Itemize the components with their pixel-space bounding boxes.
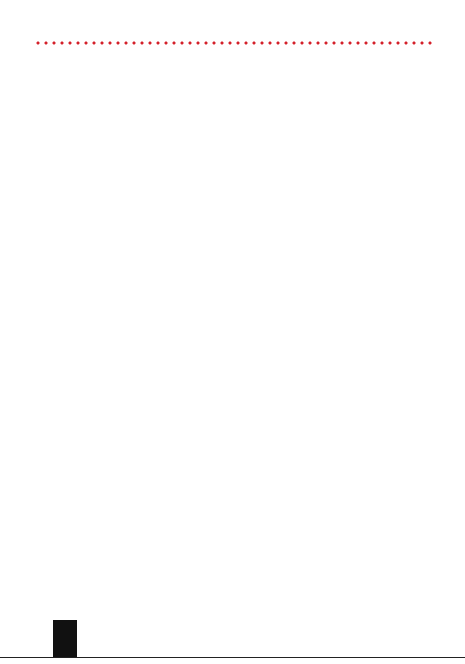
section-header [31,36,436,50]
footer-rule [0,657,465,658]
page-number [53,620,77,657]
dotted-rule [34,41,436,45]
